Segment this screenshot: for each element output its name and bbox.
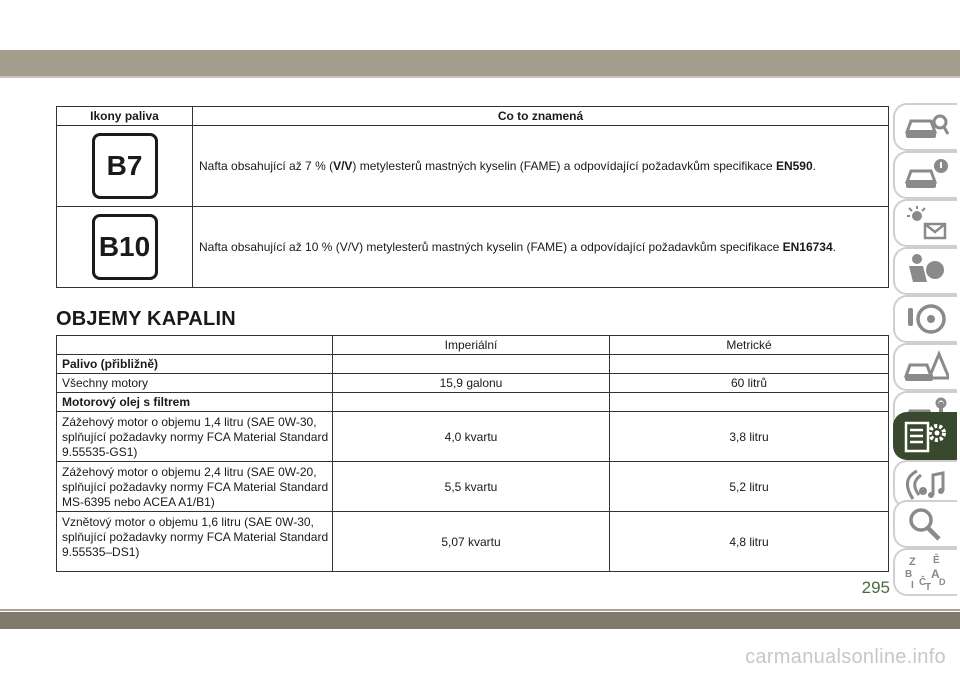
- metric-value: 60 litrů: [610, 374, 889, 393]
- imperial-value: 15,9 galonu: [333, 374, 610, 393]
- metric-value: 5,2 litru: [610, 462, 889, 512]
- table-group-row: [57, 355, 889, 374]
- table-row: [57, 412, 889, 462]
- side-tab-emergency[interactable]: [893, 343, 957, 391]
- alphabet-index-icon: [903, 553, 949, 591]
- row-label: Zážehový motor o objemu 1,4 litru (SAE 0W-30, splňující požadavky normy FCA Material Standard 9.55535-GS1): [57, 412, 333, 462]
- watermark: carmanualsonline.info: [745, 646, 946, 668]
- column-header-imperial: Imperiální: [333, 336, 610, 355]
- imperial-value: 5,5 kvartu: [333, 462, 610, 512]
- steering-wheel-icon: [903, 300, 949, 338]
- fuel-b10-description: Nafta obsahující až 10 % (V/V) metylesterů mastných kyselin (FAME) a odpovídající požadavkům specifikace EN16734.: [193, 207, 889, 288]
- top-header-band: [0, 50, 960, 76]
- row-label: Vznětový motor o objemu 1,6 litru (SAE 0W-30, splňující požadavky normy FCA Material Standard 9.55535–DS1): [57, 512, 333, 572]
- bottom-footer-band: [0, 612, 960, 629]
- row-label: Motorový olej s filtrem: [57, 393, 333, 412]
- index-letter: I: [911, 580, 914, 591]
- row-label: Všechny motory: [57, 374, 333, 393]
- side-tab-index-search[interactable]: [893, 500, 957, 548]
- top-header-line: [0, 76, 960, 78]
- table-group-row: [57, 393, 889, 412]
- multimedia-music-icon: [903, 465, 949, 503]
- car-hazard-icon: [903, 348, 949, 386]
- table-row: [57, 126, 889, 207]
- table-row: [57, 207, 889, 288]
- side-tab-safety[interactable]: [893, 247, 957, 295]
- table-header-row: [57, 107, 889, 126]
- page-number: 295: [861, 578, 890, 597]
- warning-light-message-icon: [903, 204, 949, 242]
- index-letter: T: [925, 582, 932, 591]
- table-row: [57, 374, 889, 393]
- fuel-b7-description: Nafta obsahující až 7 % (V/V) metylesterů mastných kyselin (FAME) a odpovídající požadavkům specifikace EN590.: [193, 126, 889, 207]
- fuel-icons-table: [56, 106, 889, 288]
- column-header-metric: Metrické: [610, 336, 889, 355]
- bottom-footer-line: [0, 609, 960, 611]
- fuel-b7-badge-icon: B7: [92, 133, 158, 199]
- index-letter: Z: [909, 556, 916, 568]
- specifications-gear-icon: [903, 417, 949, 455]
- fuel-b10-badge-icon: B10: [92, 214, 158, 280]
- imperial-value: 5,07 kvartu: [333, 512, 610, 572]
- car-search-icon: [903, 108, 949, 146]
- side-tab-alphabet-index[interactable]: [893, 548, 957, 596]
- table-row: [57, 462, 889, 512]
- index-letter: Č: [919, 577, 927, 588]
- imperial-value: 4,0 kvartu: [333, 412, 610, 462]
- side-tab-warning-lights[interactable]: [893, 199, 957, 247]
- table-header-row: [57, 336, 889, 355]
- column-header-empty: [57, 336, 333, 355]
- section-title: OBJEMY KAPALIN: [56, 308, 236, 330]
- index-letter: B: [905, 569, 913, 580]
- seat-airbag-icon: [903, 252, 949, 290]
- row-label: Zážehový motor o objemu 2,4 litru (SAE 0W-20, splňující požadavky normy FCA Material Standard MS-6395 nebo ACEA A1/B1): [57, 462, 333, 512]
- side-tab-car-info[interactable]: [893, 151, 957, 199]
- index-search-icon: [903, 505, 949, 543]
- side-tab-starting-driving[interactable]: [893, 295, 957, 343]
- row-label: Palivo (přibližně): [57, 355, 333, 374]
- side-tab-car-search[interactable]: [893, 103, 957, 151]
- index-letter: A: [931, 567, 940, 581]
- index-letter: Ě: [933, 555, 940, 566]
- metric-value: 3,8 litru: [610, 412, 889, 462]
- fluid-volumes-table: [56, 335, 889, 572]
- metric-value: 4,8 litru: [610, 512, 889, 572]
- index-letter: D: [939, 577, 946, 587]
- side-tab-specifications[interactable]: [893, 412, 957, 460]
- column-header-fuel-icons: Ikony paliva: [57, 107, 193, 126]
- column-header-meaning: Co to znamená: [193, 107, 889, 126]
- table-row: [57, 512, 889, 572]
- car-info-icon: [903, 156, 949, 194]
